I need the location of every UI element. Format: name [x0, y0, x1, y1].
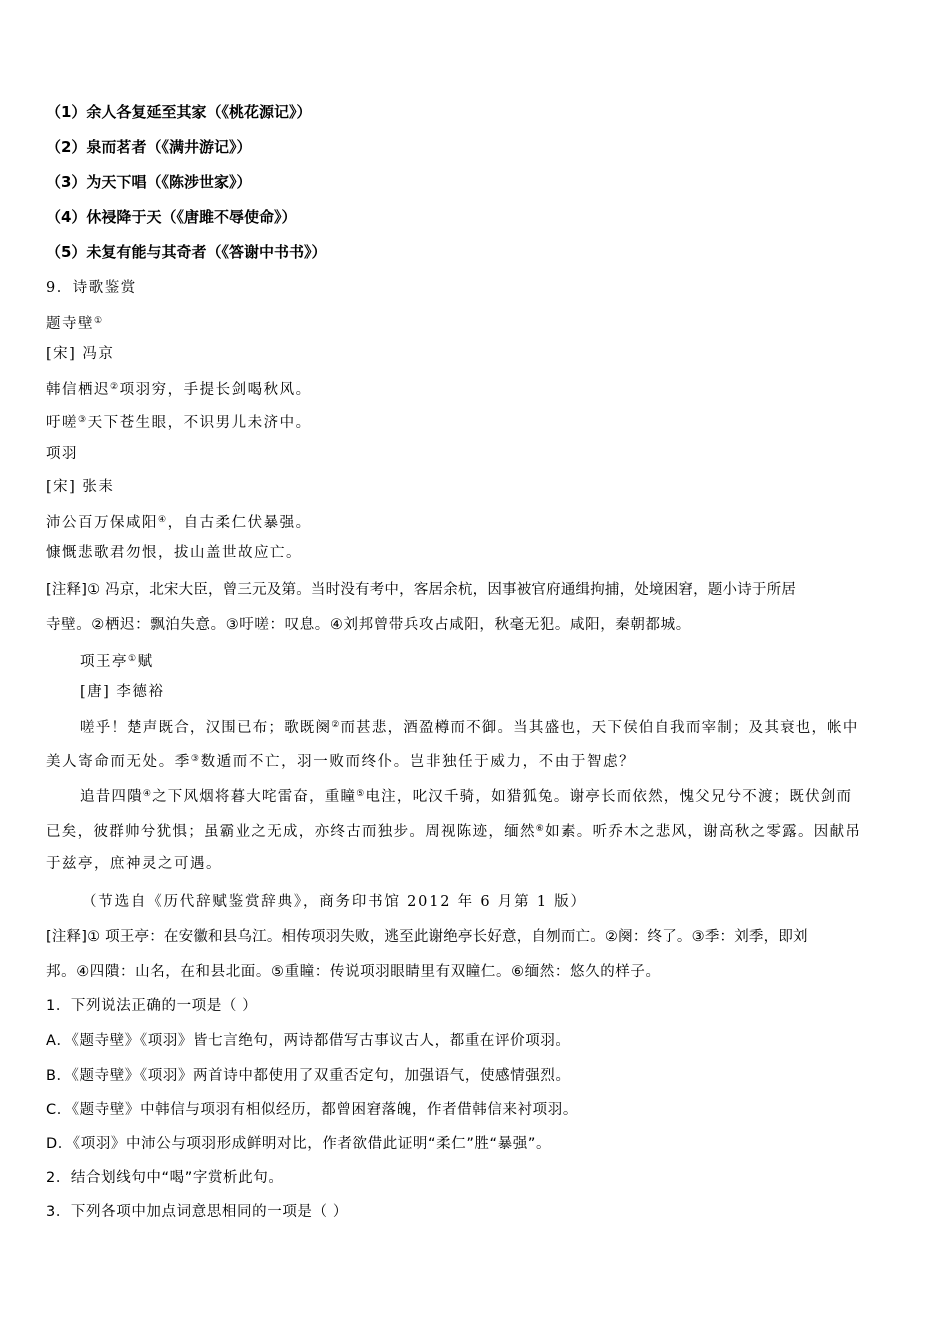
fu-text: 追昔四隤 — [80, 789, 143, 805]
fu-p1-line1 — [80, 715, 859, 738]
poem1-line1 — [46, 377, 312, 400]
fu-title — [80, 649, 154, 672]
poem-text: 韩信栖迟 — [46, 382, 110, 398]
poem-text: 天下苍生眼，不识男儿未济中。 — [87, 415, 312, 431]
question-1-option-c: C．《题寺壁》中韩信与项羽有相似经历，都曾困窘落魄，作者借韩信来衬项羽。 — [46, 1102, 578, 1118]
question-1-option-b: B．《题寺壁》《项羽》两首诗中都使用了双重否定句，加强语气，使感情强烈。 — [46, 1068, 571, 1084]
section-heading: 9．诗歌鉴赏 — [46, 280, 137, 296]
translation-item-5: （5）未复有能与其奇者（《答谢中书书》） — [46, 243, 327, 261]
poem1-title — [46, 311, 104, 334]
question-3: 3．下列各项中加点词意思相同的一项是（ ） — [46, 1204, 348, 1220]
translation-item-4: （4）休祲降于天（《唐雎不辱使命》） — [46, 208, 297, 226]
footnote-marker: ④ — [158, 515, 168, 525]
poem-text: 沛公百万保咸阳 — [46, 515, 158, 531]
poem-text: 吁嗟 — [46, 415, 78, 431]
question-1: 1．下列说法正确的一项是（ ） — [46, 998, 258, 1014]
fu-text: 如素。听乔木之悲风，谢高秋之零露。因献吊 — [545, 824, 862, 840]
question-1-option-d: D．《项羽》中沛公与项羽形成鲜明对比，作者欲借此证明“柔仁”胜“暴强”。 — [46, 1136, 552, 1152]
fu-text: 美人寄命而无处。季 — [46, 754, 191, 770]
fu-text: 之下风烟将暮大咤雷奋，重瞳 — [152, 789, 357, 805]
poem1-title-text: 题寺壁 — [46, 316, 94, 332]
question-2: 2．结合划线句中“喝”字赏析此句。 — [46, 1170, 284, 1186]
fu-p1-line2 — [46, 749, 635, 772]
fu-p2-line2 — [46, 819, 861, 842]
footnote-marker: ① — [128, 654, 138, 664]
poem2-line2: 慷慨悲歌君勿恨，拔山盖世故应亡。 — [46, 545, 302, 561]
translation-item-3: （3）为天下唱（《陈涉世家》） — [46, 173, 252, 191]
fu-text: 已矣，彼群帅兮犹惧；虽霸业之无成，亦终古而独步。周视陈迹，缅然 — [46, 824, 536, 840]
fu-text: 数遁而不亡，羽一败而终仆。岂非独任于威力，不由于智虑？ — [200, 754, 636, 770]
footnote-marker: ⑥ — [535, 824, 546, 834]
fu-source: （节选自《历代辞赋鉴赏辞典》，商务印书馆 2012 年 6 月第 1 版） — [82, 894, 587, 910]
poem-text: 项羽穷，手提长剑喝秋风。 — [119, 382, 312, 398]
footnote-marker: ② — [331, 720, 341, 730]
fu-p2-line1 — [80, 784, 852, 807]
notes1-line2: 寺壁。②栖迟：飘泊失意。③吁嗟：叹息。④刘邦曾带兵攻占咸阳，秋毫无犯。咸阳，秦朝都城。 — [46, 617, 691, 633]
fu-text: 嗟乎！楚声既合，汉围已布；歌既阕 — [80, 720, 332, 736]
question-1-option-a: A．《题寺壁》《项羽》皆七言绝句，两诗都借写古事议古人，都重在评价项羽。 — [46, 1033, 571, 1049]
footnote-marker: ③ — [190, 754, 201, 764]
notes1-line1: [注释]① 冯京，北宋大臣，曾三元及第。当时没有考中，客居余杭，因事被官府通缉拘捕，处境困窘，题小诗于所居 — [46, 582, 797, 598]
footnote-marker: ① — [94, 316, 104, 326]
footnote-marker: ③ — [78, 415, 88, 425]
poem-text: ，自古柔仁伏暴强。 — [167, 515, 312, 531]
notes2-line1: [注释]① 项王亭：在安徽和县乌江。相传项羽失败，逃至此谢绝亭长好意，自刎而亡。②阕：终了。③季：刘季，即刘 — [46, 929, 808, 945]
translation-item-2: （2）泉而茗者（《满井游记》） — [46, 138, 252, 156]
footnote-marker: ⑤ — [356, 789, 366, 799]
poem1-line2 — [46, 410, 312, 433]
fu-author: [唐] 李德裕 — [80, 684, 165, 700]
footnote-marker: ④ — [142, 789, 153, 799]
fu-text: 电注，叱汉千骑，如猎狐兔。谢亭长而依然，愧父兄兮不渡；既伏剑而 — [365, 789, 853, 805]
fu-title-suffix: 赋 — [137, 654, 154, 670]
fu-title-text: 项王亭 — [80, 654, 128, 670]
poem2-line1 — [46, 510, 312, 533]
notes2-line2: 邦。④四隤：山名，在和县北面。⑤重瞳：传说项羽眼睛里有双瞳仁。⑥缅然：悠久的样子。 — [46, 964, 661, 980]
translation-item-1: （1）余人各复延至其家（《桃花源记》） — [46, 103, 312, 121]
fu-text: 而甚悲，酒盈樽而不御。当其盛也，天下侯伯自我而宰制；及其衰也，帐中 — [340, 720, 859, 736]
poem2-title: 项羽 — [46, 446, 78, 462]
footnote-marker: ② — [110, 382, 120, 392]
poem1-author: [宋] 冯京 — [46, 346, 115, 362]
poem2-author: [宋] 张耒 — [46, 479, 115, 495]
fu-p2-line3: 于兹亭，庶神灵之可遇。 — [46, 856, 222, 872]
